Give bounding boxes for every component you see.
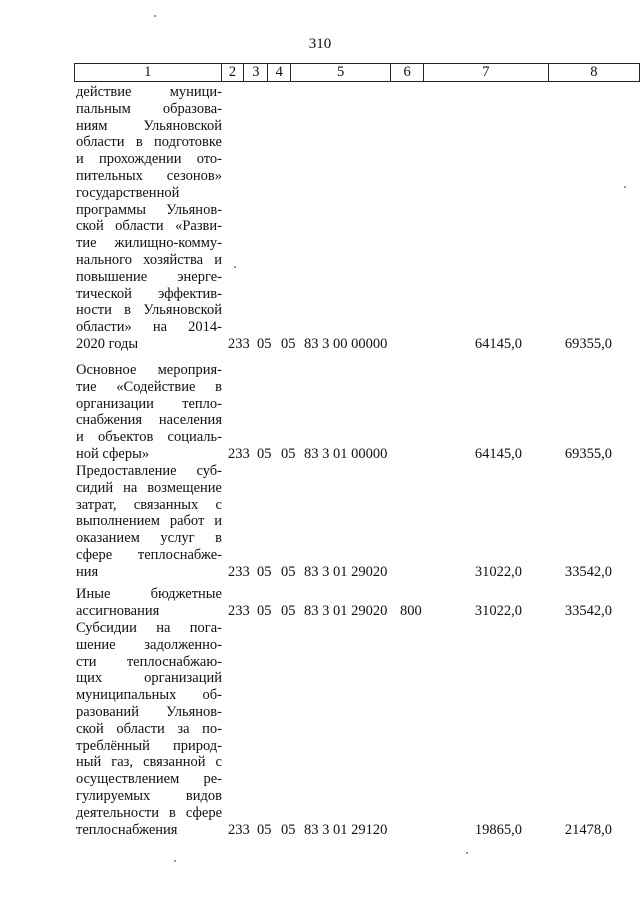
- cell-col-4: 05: [281, 446, 296, 462]
- cell-col-2: 233: [228, 821, 250, 838]
- description-line: пительных сезонов»: [76, 167, 222, 184]
- description-line: ниям Ульяновской: [76, 117, 222, 134]
- description-line: программы Ульянов-: [76, 201, 222, 218]
- description-line: Иные бюджетные: [76, 586, 222, 602]
- description-line: ской области за по-: [76, 720, 222, 737]
- scan-speck: [234, 266, 236, 268]
- description-line: и прохождении ото-: [76, 151, 222, 168]
- description-line: области» на 2014-: [76, 319, 222, 336]
- cell-col-3: 05: [257, 821, 272, 838]
- description-line: сти теплоснабжаю-: [76, 653, 222, 670]
- scan-speck: [174, 860, 176, 862]
- description-line: Основное мероприя-: [76, 362, 222, 378]
- description-line: разований Ульянов-: [76, 703, 222, 720]
- cell-col-5: 83 3 01 29020: [304, 563, 388, 580]
- header-col-3: 3: [244, 64, 268, 82]
- cell-col-3: 05: [257, 446, 272, 462]
- description-line: деятельности в сфере: [76, 804, 222, 821]
- header-col-5: 5: [291, 64, 391, 82]
- table-header: [74, 63, 640, 82]
- cell-col-6: 800: [400, 602, 422, 619]
- description-line: треблённый природ-: [76, 737, 222, 754]
- description-line: ной сферы»: [76, 445, 150, 462]
- row-description: [76, 463, 222, 581]
- description-line: и объектов социаль-: [76, 429, 222, 446]
- cell-col-5: 83 3 01 00000: [304, 446, 388, 462]
- cell-col-4: 05: [281, 602, 296, 619]
- description-line: повышение энерге-: [76, 268, 222, 285]
- description-line: оказанием услуг в: [76, 530, 222, 547]
- cell-col-4: 05: [281, 336, 296, 352]
- scan-speck: [466, 852, 468, 854]
- cell-col-8: 69355,0: [564, 446, 612, 462]
- cell-col-5: 83 3 01 29120: [304, 821, 388, 838]
- description-line: 2020 годы: [76, 335, 139, 352]
- cell-col-7: 64145,0: [474, 336, 522, 352]
- cell-col-7: 31022,0: [474, 602, 522, 619]
- cell-col-7: 19865,0: [474, 821, 522, 838]
- description-line: тие «Содействие в: [76, 378, 222, 395]
- header-col-7: 7: [423, 64, 548, 82]
- description-line: пальным образова-: [76, 100, 222, 117]
- cell-col-3: 05: [257, 602, 272, 619]
- cell-col-3: 05: [257, 563, 272, 580]
- cell-col-3: 05: [257, 336, 272, 352]
- description-line: Предоставление суб-: [76, 463, 222, 479]
- cell-col-8: 21478,0: [564, 821, 612, 838]
- description-line: ный газ, связанной с: [76, 754, 222, 771]
- description-line: гулируемых видов: [76, 787, 222, 804]
- description-line: тие жилищно-комму-: [76, 235, 222, 252]
- header-col-6: 6: [391, 64, 424, 82]
- row-description: [76, 362, 222, 463]
- description-line: государственной: [76, 184, 180, 201]
- description-line: осуществлением ре-: [76, 771, 222, 788]
- cell-col-5: 83 3 00 00000: [304, 336, 388, 352]
- description-line: щих организаций: [76, 670, 222, 687]
- description-line: Субсидии на пога-: [76, 620, 222, 636]
- row-description: [76, 84, 222, 353]
- cell-col-2: 233: [228, 336, 250, 352]
- header-col-8: 8: [548, 64, 639, 82]
- description-line: ассигнования: [76, 602, 160, 619]
- description-line: выполнением работ и: [76, 513, 222, 530]
- description-line: тической эффектив-: [76, 285, 222, 302]
- scan-speck: [624, 186, 626, 188]
- description-line: сфере теплоснабже-: [76, 546, 222, 563]
- cell-col-7: 31022,0: [474, 563, 522, 580]
- page-number: 310: [308, 36, 332, 52]
- cell-col-2: 233: [228, 446, 250, 462]
- description-line: затрат, связанных с: [76, 496, 222, 513]
- cell-col-5: 83 3 01 29020: [304, 602, 388, 619]
- description-line: сидий на возмещение: [76, 479, 222, 496]
- description-line: области в подготовке: [76, 134, 222, 151]
- description-line: действие муници-: [76, 84, 222, 100]
- description-line: нального хозяйства и: [76, 251, 222, 268]
- description-line: теплоснабжения: [76, 821, 178, 838]
- description-line: шение задолженно-: [76, 636, 222, 653]
- header-col-2: 2: [221, 64, 244, 82]
- row-description: [76, 620, 222, 838]
- cell-col-8: 33542,0: [564, 563, 612, 580]
- cell-col-2: 233: [228, 563, 250, 580]
- cell-col-2: 233: [228, 602, 250, 619]
- scan-speck: [154, 15, 156, 17]
- description-line: ния: [76, 563, 99, 580]
- header-col-4: 4: [268, 64, 291, 82]
- description-line: организации тепло-: [76, 395, 222, 412]
- cell-col-4: 05: [281, 821, 296, 838]
- description-line: муниципальных об-: [76, 687, 222, 704]
- header-col-1: 1: [75, 64, 222, 82]
- cell-col-4: 05: [281, 563, 296, 580]
- row-description: [76, 586, 222, 620]
- description-line: ности в Ульяновской: [76, 302, 222, 319]
- description-line: снабжения населения: [76, 412, 222, 429]
- cell-col-8: 33542,0: [564, 602, 612, 619]
- cell-col-8: 69355,0: [564, 336, 612, 352]
- cell-col-7: 64145,0: [474, 446, 522, 462]
- description-line: ской области «Разви-: [76, 218, 222, 235]
